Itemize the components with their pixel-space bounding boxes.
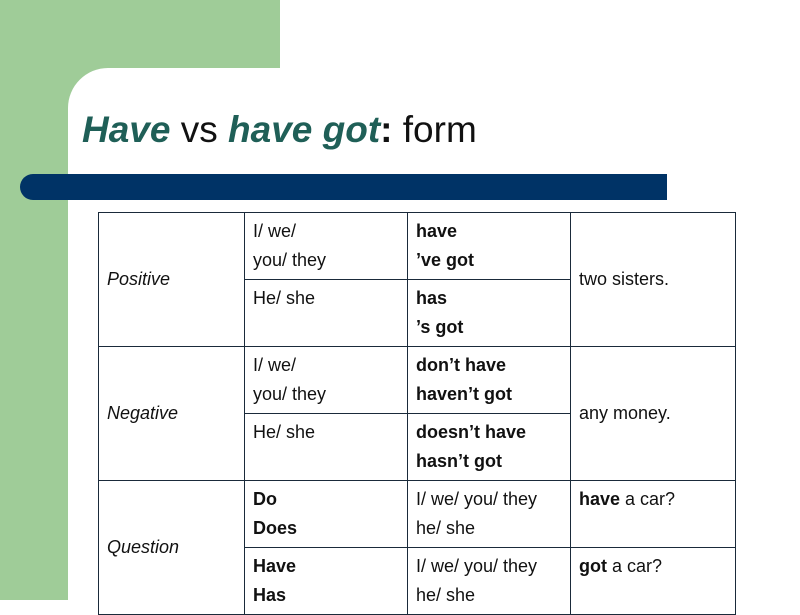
object-cell: two sisters. xyxy=(571,213,736,347)
title-have-got: have got xyxy=(228,109,381,150)
object-cell xyxy=(571,481,736,548)
table-row-negative-1 xyxy=(99,347,736,414)
verb-line: don’t have xyxy=(416,355,507,375)
page-title xyxy=(82,110,477,151)
title-vs: vs xyxy=(170,109,229,150)
table-row-positive-1 xyxy=(99,213,736,280)
grammar-table xyxy=(98,212,736,615)
verb-cell xyxy=(408,280,571,347)
subject-line: he/ she xyxy=(416,585,476,605)
subject-cell xyxy=(245,347,408,414)
auxiliary-cell xyxy=(245,548,408,615)
object-verb: have xyxy=(579,489,621,509)
auxiliary-line: Does xyxy=(253,518,298,538)
table-row-question-1 xyxy=(99,481,736,548)
title-form: form xyxy=(392,109,477,150)
subject-cell xyxy=(408,481,571,548)
subject-line: He/ she xyxy=(253,422,316,442)
object-cell: any money. xyxy=(571,347,736,481)
verb-cell xyxy=(408,347,571,414)
subject-line: I/ we/ xyxy=(253,221,297,241)
subject-cell xyxy=(408,548,571,615)
green-left-strip xyxy=(0,0,68,600)
subject-line: you/ they xyxy=(253,250,327,270)
object-verb: got xyxy=(579,556,607,576)
verb-line: ’ve got xyxy=(416,250,475,270)
title-colon: : xyxy=(380,109,393,150)
verb-line: ’s got xyxy=(416,317,464,337)
object-cell xyxy=(571,548,736,615)
subject-line: he/ she xyxy=(416,518,476,538)
auxiliary-cell xyxy=(245,481,408,548)
object-rest: a car? xyxy=(620,489,676,509)
object-rest: a car? xyxy=(606,556,663,576)
row-label-negative: Negative xyxy=(99,347,245,481)
subject-line: I/ we/ xyxy=(253,355,297,375)
subject-line: He/ she xyxy=(253,288,316,308)
verb-cell xyxy=(408,414,571,481)
subject-line: I/ we/ you/ they xyxy=(416,489,538,509)
auxiliary-line: Has xyxy=(253,585,287,605)
verb-cell xyxy=(408,213,571,280)
auxiliary-line: Do xyxy=(253,489,277,509)
verb-line: haven’t got xyxy=(416,384,513,404)
title-have: Have xyxy=(82,109,171,150)
subject-line: you/ they xyxy=(253,384,327,404)
row-label-question: Question xyxy=(99,481,245,615)
subject-cell xyxy=(245,280,408,347)
auxiliary-line: Have xyxy=(253,556,297,576)
subject-cell xyxy=(245,414,408,481)
verb-line: have xyxy=(416,221,458,241)
verb-line: hasn’t got xyxy=(416,451,502,471)
verb-line: doesn’t have xyxy=(416,422,527,442)
title-underline-bar xyxy=(20,174,667,200)
row-label-positive: Positive xyxy=(99,213,245,347)
subject-cell xyxy=(245,213,408,280)
verb-line: has xyxy=(416,288,448,308)
subject-line: I/ we/ you/ they xyxy=(416,556,538,576)
